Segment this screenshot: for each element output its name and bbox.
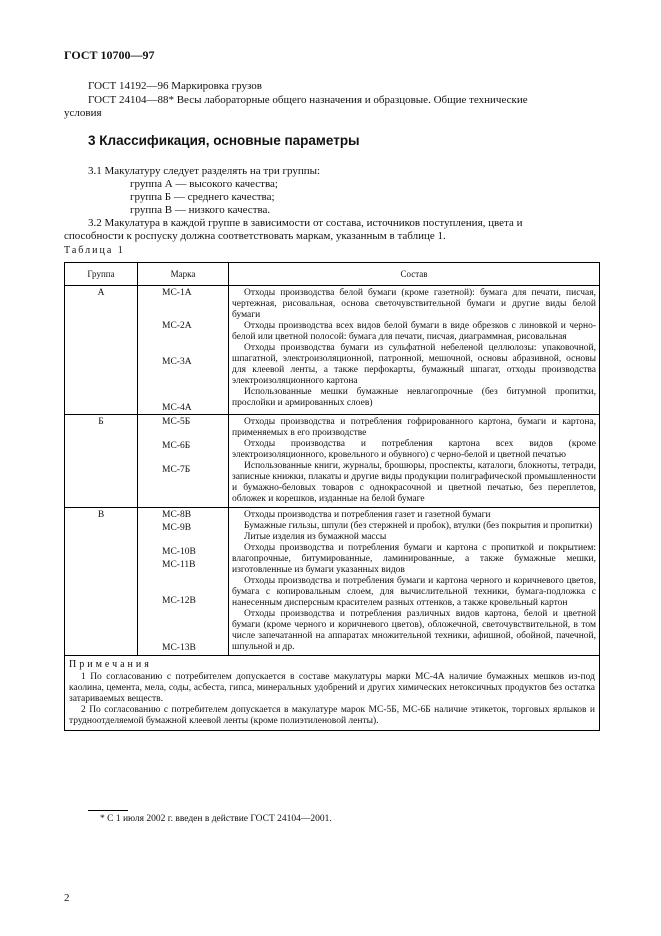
mark: МС-4А xyxy=(162,403,192,413)
doc-header: ГОСТ 10700—97 xyxy=(64,48,155,62)
mark-cell xyxy=(138,508,229,656)
group-b: группа Б — среднего качества; xyxy=(130,191,275,203)
composition-text: Отходы производства всех видов белой бумаги в виде обрезков с линовкой и черно-белой или цветной полосой: бумага для печати, писчая, диаграммная, рисовальная xyxy=(232,321,596,342)
group-a: группа А — высокого качества; xyxy=(130,178,278,190)
composition-cell xyxy=(229,508,600,656)
notes-title: Примечания xyxy=(69,659,152,670)
ref-2: ГОСТ 24104—88* Весы лабораторные общего назначения и образцовые. Общие технические xyxy=(88,94,528,106)
mark-cell xyxy=(138,286,229,415)
col-mark: Марка xyxy=(138,263,229,286)
mark: МС-10В xyxy=(162,547,196,557)
mark: МС-1А xyxy=(162,288,192,298)
mark: МС-9В xyxy=(162,523,192,533)
table-caption: Таблица 1 xyxy=(64,245,125,256)
composition-text: Отходы производства бумаги из сульфатной небеленой целлюлозы: упаковочной, шпагатной, электроизоляционной, патронной, мешочной, основы абразивной, основы для клеевой ленты, а также перфокарты, бумажный шпагат, отходы производства электроизоляционного картона xyxy=(232,343,596,386)
para-3-1: 3.1 Макулатуру следует разделять на три группы: xyxy=(88,165,321,177)
mark-cell xyxy=(138,415,229,508)
composition-text: Отходы производства белой бумаги (кроме газетной): бумага для печати, писчая, чертежная, рисовальная, основа светочувствительной бумаги и другие виды белой бумаги xyxy=(232,288,596,320)
footnote-divider xyxy=(88,810,128,811)
notes-cell xyxy=(65,656,600,731)
group-cell: А xyxy=(65,286,138,415)
mark: МС-2А xyxy=(162,321,192,331)
group-cell: Б xyxy=(65,415,138,508)
group-cell: В xyxy=(65,508,138,656)
mark: МС-13В xyxy=(162,643,196,653)
composition-text: Отходы производства и потребления различных видов картона, белой и цветной бумаги (кроме черного и коричневого цветов), обложечной, светочувствительной, в том числе запечатанной на аппаратах множительной техники, афишной, обойной, пачечной, шпульной и др. xyxy=(232,609,596,652)
mark: МС-8В xyxy=(162,510,192,520)
ref-1: ГОСТ 14192—96 Маркировка грузов xyxy=(88,80,262,92)
composition-text: Отходы производства и потребления бумаги и картона черного и коричневого цветов, бумага с копировальным слоем, для вычислительной техники, бумага-подложка с нанесенным дисперсным красителем разных оттенков, а также кровельный картон xyxy=(232,576,596,608)
mark: МС-5Б xyxy=(162,417,191,427)
composition-text: Отходы производства и потребления гофрированного картона, бумаги и картона, применяемых в его производстве xyxy=(232,417,596,438)
composition-text: Бумажные гильзы, шпули (без стержней и пробок), втулки (без покрытия и пропитки) xyxy=(244,521,593,531)
table-row-group-b xyxy=(65,415,600,508)
table-notes-row xyxy=(65,656,600,731)
composition-text: Использованные мешки бумажные невлагопрочные (без битумной пропитки, прослойки и армированных слоев) xyxy=(232,387,596,408)
col-composition: Состав xyxy=(229,263,600,286)
composition-text: Использованные книги, журналы, брошюры, проспекты, каталоги, блокноты, тетради, записные книжки, плакаты и другие виды продукции полиграфической промышленности и бумажно-беловых товаров с однокрасочной и цветной печатью, без переплетов, обложек и корешков, изданные на белой бумаге xyxy=(232,461,596,504)
col-group: Группа xyxy=(65,263,138,286)
ref-2-cont: условия xyxy=(64,107,102,119)
mark: МС-12В xyxy=(162,596,196,606)
mark: МС-7Б xyxy=(162,465,191,475)
composition-text: Литые изделия из бумажной массы xyxy=(244,532,387,542)
composition-text: Отходы производства и потребления картона всех видов (кроме электроизоляционного, кровельного и обувного) с черно-белой и цветной печатью xyxy=(232,439,596,460)
para-3-2-line2: способности к роспуску должна соответствовать маркам, указанным в таблице 1. xyxy=(64,230,446,242)
mark: МС-6Б xyxy=(162,441,191,451)
para-3-2-line1: 3.2 Макулатура в каждой группе в зависимости от состава, источников поступления, цвета и xyxy=(88,217,523,229)
mark: МС-11В xyxy=(162,560,196,570)
composition-cell xyxy=(229,415,600,508)
note-1: 1 По согласованию с потребителем допускается в составе макулатуры марки МС-4А наличие бумажных мешков из-под каолина, цемента, мела, соды, асбеста, гипса, минеральных удобрений и других химических нетоксичных продуктов без остатка затариваемых веществ. xyxy=(69,672,595,704)
classification-table xyxy=(64,262,600,731)
page-number: 2 xyxy=(64,892,70,904)
group-v: группа В — низкого качества. xyxy=(130,204,271,216)
section-title: 3 Классификация, основные параметры xyxy=(88,133,360,148)
composition-text: Отходы производства и потребления бумаги и картона с пропиткой и покрытием: влагопрочные, битумированные, ламинированные, а также бумажные мешки, изготовленные из бумаги указанных видов xyxy=(232,543,596,575)
table-row-group-v xyxy=(65,508,600,656)
footnote: * С 1 июля 2002 г. введен в действие ГОСТ 24104—2001. xyxy=(100,814,332,824)
table-header-row xyxy=(65,263,600,286)
note-2: 2 По согласованию с потребителем допускается в макулатуре марок МС-5Б, МС-6Б наличие этикеток, торговых ярлыков и трудноотделяемой бумажной клеевой ленты (кроме полиэтиленовой ленты). xyxy=(69,705,595,726)
table-row-group-a xyxy=(65,286,600,415)
mark: МС-3А xyxy=(162,357,192,367)
composition-cell xyxy=(229,286,600,415)
composition-text: Отходы производства и потребления газет и газетной бумаги xyxy=(244,510,491,520)
